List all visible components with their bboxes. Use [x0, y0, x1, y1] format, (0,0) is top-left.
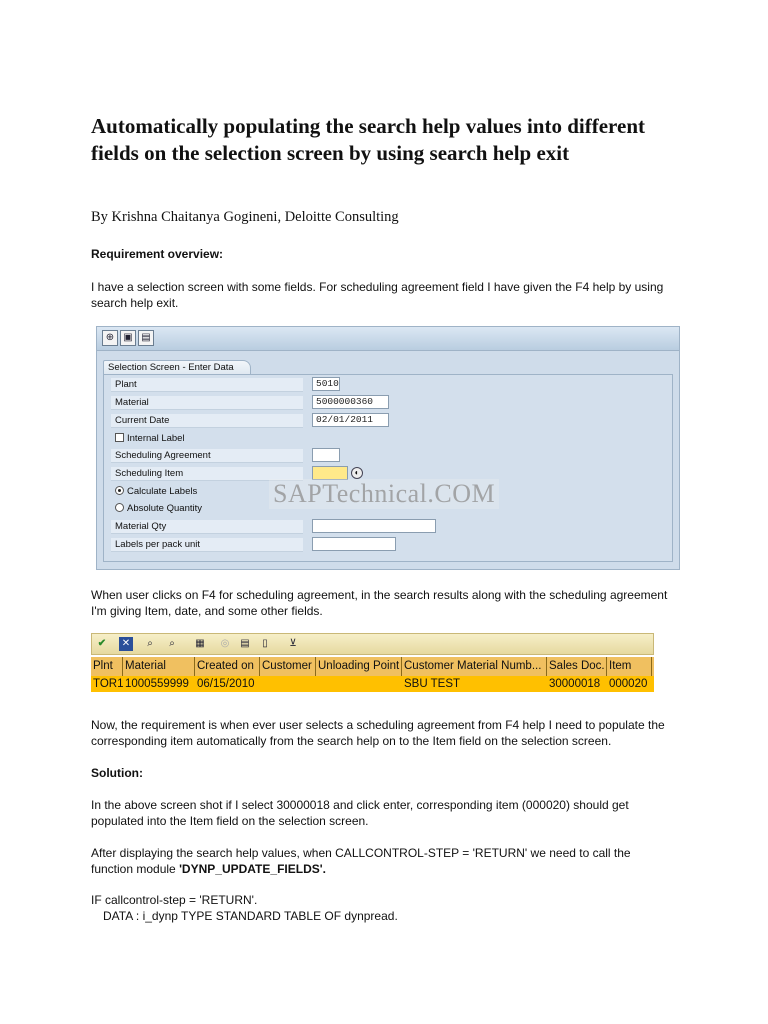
cell-material: 1000559999: [125, 678, 189, 690]
requirement-text: I have a selection screen with some fields. For scheduling agreement field I have given the F4 help by using search help exit.: [91, 280, 664, 310]
selection-tab[interactable]: Selection Screen - Enter Data: [103, 360, 251, 374]
col-header-created-on[interactable]: Created on: [195, 657, 260, 676]
hitlist-toolbar: [91, 633, 654, 655]
col-header-customer[interactable]: Customer: [260, 657, 316, 676]
scheduling-item-label: Scheduling Item: [111, 467, 303, 481]
calculate-labels-text: Calculate Labels: [127, 486, 198, 497]
plant-field[interactable]: 5010: [312, 377, 340, 391]
scheduling-agreement-label: Scheduling Agreement: [111, 449, 303, 463]
internal-label-checkbox[interactable]: [115, 433, 124, 442]
find-icon[interactable]: ⌕: [147, 638, 153, 649]
solution-heading: Solution:: [91, 766, 143, 780]
search-hitlist-screenshot: [91, 633, 654, 699]
material-field[interactable]: 5000000360: [312, 395, 389, 409]
variant-icon[interactable]: ▣: [120, 330, 136, 346]
after-display-text: [91, 846, 671, 877]
selection-toolbar: [97, 327, 679, 351]
function-module-name: 'DYNP_UPDATE_FIELDS'.: [179, 861, 326, 876]
cancel-icon[interactable]: ✕: [119, 637, 133, 651]
col-header-item[interactable]: Item: [607, 657, 652, 676]
scheduling-item-field[interactable]: [312, 466, 348, 480]
labels-per-pack-label: Labels per pack unit: [111, 538, 303, 552]
current-date-field[interactable]: 02/01/2011: [312, 413, 389, 427]
author-byline: By Krishna Chaitanya Gogineni, Deloitte Consulting: [91, 209, 399, 225]
cell-created-on: 06/15/2010: [197, 678, 255, 690]
scheduling-agreement-field[interactable]: [312, 448, 340, 462]
plant-label: Plant: [111, 378, 303, 392]
solution-text: In the above screen shot if I select 30000018 and click enter, corresponding item (000020) should get populated into the Item field on the selection screen.: [91, 798, 629, 828]
material-label: Material: [111, 396, 303, 410]
cell-plnt: TOR1: [93, 678, 124, 690]
info-icon[interactable]: ▤: [138, 330, 154, 346]
filter-icon[interactable]: ⊻: [289, 638, 297, 649]
f4-help-icon[interactable]: ◐: [351, 467, 363, 479]
absolute-quantity-text: Absolute Quantity: [127, 503, 202, 514]
requirement-heading: Requirement overview:: [91, 247, 224, 261]
col-header-material[interactable]: Material: [123, 657, 195, 676]
labels-per-pack-field[interactable]: [312, 537, 396, 551]
col-header-sales-doc[interactable]: Sales Doc.: [547, 657, 607, 676]
find-next-icon[interactable]: ⌕: [169, 638, 175, 649]
sort-icon[interactable]: ▦: [195, 638, 205, 649]
col-header-plnt[interactable]: Plnt: [91, 657, 123, 676]
col-header-customer-material[interactable]: Customer Material Numb...: [402, 657, 547, 676]
print-icon[interactable]: ▤: [240, 638, 250, 649]
check-icon[interactable]: ✔: [97, 638, 107, 649]
execute-icon[interactable]: ⊕: [102, 330, 118, 346]
after-display-sentence: After displaying the search help values, when CALLCONTROL-STEP = 'RETURN' we need to call the function module: [91, 846, 631, 876]
cell-customer: [260, 676, 262, 692]
cell-sales-doc: 30000018: [549, 678, 601, 690]
material-qty-label: Material Qty: [111, 520, 303, 534]
col-header-unloading-point[interactable]: Unloading Point: [316, 657, 402, 676]
document-title: Automatically populating the search help values into different fields on the selection screen by using search help exit: [91, 114, 645, 165]
cell-unloading-point: [316, 676, 318, 692]
refresh-icon[interactable]: ◎: [220, 638, 230, 649]
calculate-labels-radio[interactable]: [115, 486, 124, 495]
watermark: SAPTechnical.COM: [269, 479, 499, 509]
internal-label-row: [111, 432, 303, 446]
code-line-1: IF callcontrol-step = 'RETURN'.: [91, 893, 258, 907]
material-qty-field[interactable]: [312, 519, 436, 533]
cell-item: 000020: [609, 678, 648, 690]
cell-customer-material: SBU TEST: [404, 678, 461, 690]
absolute-quantity-radio[interactable]: [115, 503, 124, 512]
copy-icon[interactable]: ▯: [262, 638, 268, 649]
requirement-detail-text: Now, the requirement is when ever user selects a scheduling agreement from F4 help I need to populate the corresponding item automatically from the search help on to the Item field on the selection screen.: [91, 718, 665, 748]
code-line-2: DATA : i_dynp TYPE STANDARD TABLE OF dynpread.: [103, 909, 398, 923]
selection-screen-screenshot: [96, 326, 680, 570]
selection-frame: [103, 374, 673, 562]
search-results-text: When user clicks on F4 for scheduling agreement, in the search results along with the scheduling agreement I'm giving Item, date, and some other fields.: [91, 588, 668, 618]
current-date-label: Current Date: [111, 414, 303, 428]
internal-label-text: Internal Label: [127, 433, 185, 444]
